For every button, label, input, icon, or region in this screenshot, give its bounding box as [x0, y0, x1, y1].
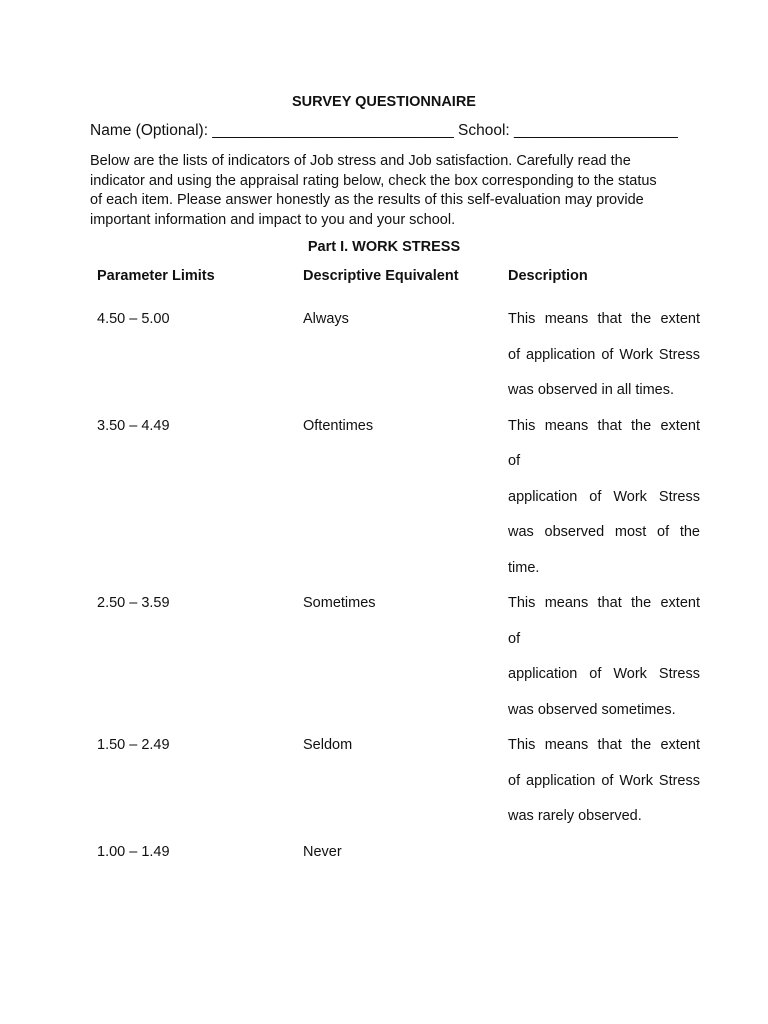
- description-cell: [508, 409, 700, 587]
- description-line: of application of Work Stress: [508, 772, 700, 789]
- table-row: [97, 586, 700, 728]
- description-line: application of Work Stress: [508, 666, 700, 682]
- table-row: [97, 302, 700, 409]
- description-line: This means that the extent: [508, 417, 700, 434]
- descriptive-equivalent-cell: Sometimes: [303, 595, 376, 611]
- description-cell: [508, 586, 700, 728]
- descriptive-equivalent-cell: Seldom: [303, 737, 353, 753]
- rating-table: [97, 262, 700, 870]
- description-cell: [508, 728, 700, 835]
- parameter-limit-cell: 1.50 – 2.49: [97, 737, 170, 753]
- description-line: This means that the extent: [508, 311, 700, 327]
- descriptive-equivalent-cell: Oftentimes: [303, 417, 374, 434]
- survey-title: SURVEY QUESTIONNAIRE: [292, 94, 476, 110]
- description-line: was rarely observed.: [508, 808, 642, 824]
- description-line: was observed most of the: [508, 524, 700, 540]
- parameter-limit-cell: 4.50 – 5.00: [97, 311, 170, 327]
- header-descriptive-equivalent: Descriptive Equivalent: [303, 268, 459, 284]
- part-title: Part I. WORK STRESS: [307, 239, 461, 255]
- table-row: [97, 728, 700, 835]
- description-line: of application of Work Stress: [508, 346, 700, 363]
- parameter-limit-cell: 1.00 – 1.49: [97, 843, 170, 860]
- description-line: was observed in all times.: [508, 382, 675, 398]
- description-line: This means that the extent: [508, 595, 700, 611]
- parameter-limit-cell: 2.50 – 3.59: [97, 595, 170, 611]
- table-row: [97, 409, 700, 587]
- description-line: of: [508, 453, 521, 469]
- table-header-row: [97, 262, 700, 302]
- description-line: time.: [508, 559, 540, 576]
- parameter-limit-cell: 3.50 – 4.49: [97, 417, 170, 434]
- description-cell: [508, 835, 700, 871]
- name-school-line: Name (Optional): ____________________________ School: ___________________: [90, 122, 678, 139]
- descriptive-equivalent-cell: Always: [303, 311, 349, 327]
- description-line: of: [508, 630, 521, 647]
- descriptive-equivalent-cell: Never: [303, 843, 342, 860]
- description-line: This means that the extent: [508, 737, 700, 753]
- header-description: Description: [508, 268, 588, 284]
- description-cell: [508, 302, 700, 409]
- description-line: was observed sometimes.: [508, 701, 676, 718]
- intro-paragraph: Below are the lists of indicators of Job stress and Job satisfaction. Carefully read the indicator and using the appraisal rating below, check the box corresponding to the status of each item. Please answer honestly as the results of this self-evaluation may provide important information and impact to you and your school.: [90, 153, 657, 228]
- rating-table-body: [97, 302, 700, 870]
- header-parameter-limits: Parameter Limits: [97, 268, 215, 284]
- description-line: application of Work Stress: [508, 488, 700, 505]
- table-row: [97, 835, 700, 871]
